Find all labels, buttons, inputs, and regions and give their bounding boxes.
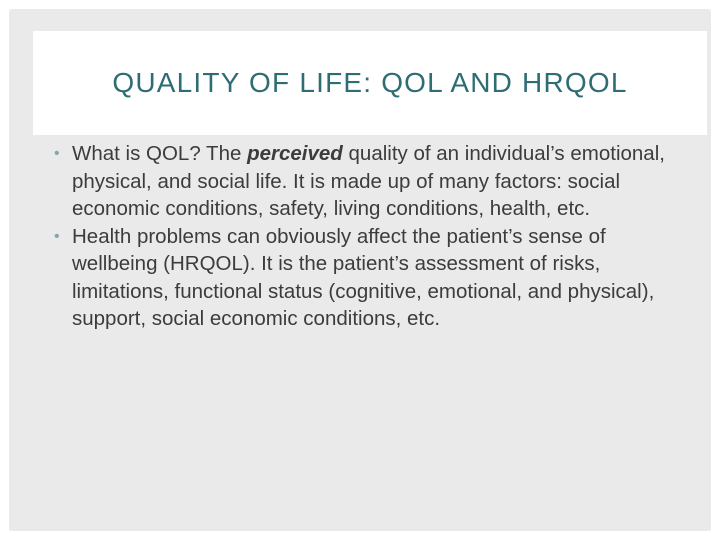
emphasized-word: perceived: [247, 142, 343, 165]
bullet-list: [50, 140, 680, 333]
bullet-item-qol-definition: [50, 140, 680, 223]
bullet-text-rest: quality of an individual’s emotional, physical, and social life. It is made up of many factors: social economic conditions, safety, living conditions, health, etc.: [72, 142, 665, 220]
bullet-text: Health problems can obviously affect the patient’s sense of wellbeing (HRQOL). It is the patient’s assessment of risks, limitations, functional status (cognitive, emotional, and physical), support, social economic conditions, etc.: [72, 224, 655, 330]
title-box: [33, 31, 707, 135]
slide-title: QUALITY OF LIFE: QOL AND HRQOL: [112, 67, 628, 98]
bullet-marker: •: [54, 227, 60, 245]
body-text-box: [50, 140, 680, 333]
bullet-marker: •: [54, 145, 60, 162]
bullet-item-hrqol-definition: [50, 223, 680, 333]
bullet-text-start: What is QOL? The: [72, 142, 248, 165]
